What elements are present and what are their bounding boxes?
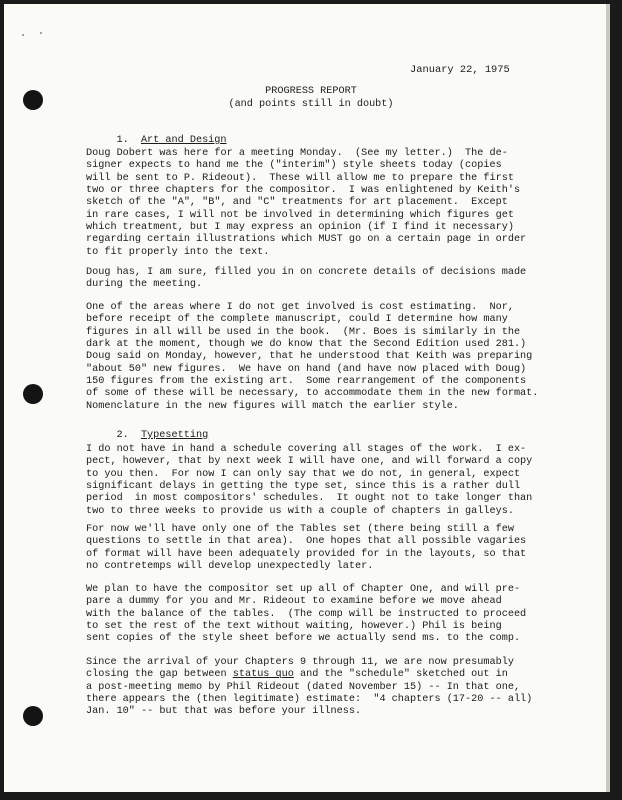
text-line: pect, however, that by next week I will have one, and will forward a copy <box>86 456 533 468</box>
section-number: 2. <box>116 430 129 441</box>
text-line: with the balance of the tables. (The comp will be instructed to proceed <box>86 608 527 620</box>
text-line: of format will have been adequately provided for in the layouts, so that <box>86 548 527 560</box>
section-number: 1. <box>116 135 129 146</box>
text-line: to fit properly into the text. <box>86 246 270 258</box>
text-line: We plan to have the compositor set up all of Chapter One, and will pre- <box>86 584 521 595</box>
text-line: closing the gap between status quo and the "schedule" sketched out in <box>86 669 508 681</box>
text-line: two or three chapters for the compositor. I was enlightened by Keith's <box>86 185 521 197</box>
punch-hole <box>23 706 43 726</box>
text-line: sent copies of the style sheet before we actually send ms. to the comp. <box>86 633 521 645</box>
text-line: two to three weeks to provide us with a couple of chapters in galleys. <box>86 505 514 517</box>
text-line: during the meeting. <box>86 279 203 291</box>
paragraph <box>86 148 546 259</box>
text-line: dark at the moment, though we do know that the Second Edition used 281.) <box>86 339 527 351</box>
paper-speck <box>22 34 24 36</box>
text-line: a post-meeting memo by Phil Rideout (dated November 15) -- In that one, <box>86 681 521 693</box>
memo-title: PROGRESS REPORT <box>265 86 357 97</box>
text-line: Doug Dobert was here for a meeting Monday. (See my letter.) The de- <box>86 148 508 159</box>
text-line: Doug said on Monday, however, that he understood that Keith was preparing <box>86 351 533 363</box>
section-title: Art and Design <box>140 135 227 146</box>
paragraph <box>86 444 546 518</box>
text-line: regarding certain illustrations which MUST go on a certain page in order <box>86 234 527 246</box>
paragraph <box>86 657 546 719</box>
paragraph <box>86 302 546 413</box>
document-page <box>4 4 610 792</box>
text-line: I do not have in hand a schedule covering all stages of the work. I ex- <box>86 444 527 455</box>
text-line: Nomenclature in the new figures will match the earlier style. <box>86 400 459 412</box>
text-line: no contretemps will develop unexpectedly later. <box>86 561 374 573</box>
text-line: period in most compositors' schedules. It ought not to take longer than <box>86 493 533 505</box>
text-line: For now we'll have only one of the Tables set (there being still a few <box>86 524 514 535</box>
text-line: will be sent to P. Rideout). These will allow me to prepare the first <box>86 172 514 184</box>
text-line: signer expects to hand me the ("interim") style sheets today (copies <box>86 160 502 172</box>
punch-hole <box>23 384 43 404</box>
text-line: "about 50" new figures. We have on hand (and have now placed with Doug) <box>86 363 527 375</box>
text-line: significant delays in getting the type set, since this is a rather dull <box>86 481 521 493</box>
text-line: One of the areas where I do not get involved is cost estimating. Nor, <box>86 302 514 313</box>
punch-hole <box>23 90 43 110</box>
paragraph <box>86 524 546 573</box>
memo-date: January 22, 1975 <box>410 64 510 76</box>
text-line: sketch of the "A", "B", and "C" treatments for art placement. Except <box>86 197 508 209</box>
memo-subtitle: (and points still in doubt) <box>228 99 394 110</box>
text-line: of some of these will be necessary, to accommodate them in the new format. <box>86 388 539 400</box>
text-line: Since the arrival of your Chapters 9 through 11, we are now presumably <box>86 657 514 668</box>
text-line: there appears the (then legitimate) estimate: "4 chapters (17-20 -- all) <box>86 694 533 706</box>
paper-speck <box>40 32 42 34</box>
text-line: before receipt of the complete manuscript, could I determine how many <box>86 314 508 326</box>
text-line: to set the rest of the text without waiting, however.) Phil is being <box>86 621 502 633</box>
section-title: Typesetting <box>140 430 209 441</box>
text-line: in rare cases, I will not be involved in determining which figures get <box>86 209 514 221</box>
text-line: pare a dummy for you and Mr. Rideout to examine before we move ahead <box>86 596 502 608</box>
paragraph <box>86 267 546 292</box>
text-line: Jan. 10" -- but that was before your illness. <box>86 706 362 718</box>
text-line: 150 figures from the existing art. Some rearrangement of the components <box>86 376 527 388</box>
text-line: figures in all will be used in the book. (Mr. Boes is similarly in the <box>86 326 521 338</box>
text-line: to you then. For now I can only say that we do not, in general, expect <box>86 468 521 480</box>
paragraph <box>86 584 546 646</box>
text-line: Doug has, I am sure, filled you in on concrete details of decisions made <box>86 267 527 278</box>
text-line: questions to settle in that area). One hopes that all possible vagaries <box>86 536 527 548</box>
text-line: which treatment, but I may express an opinion (if I find it necessary) <box>86 222 514 234</box>
